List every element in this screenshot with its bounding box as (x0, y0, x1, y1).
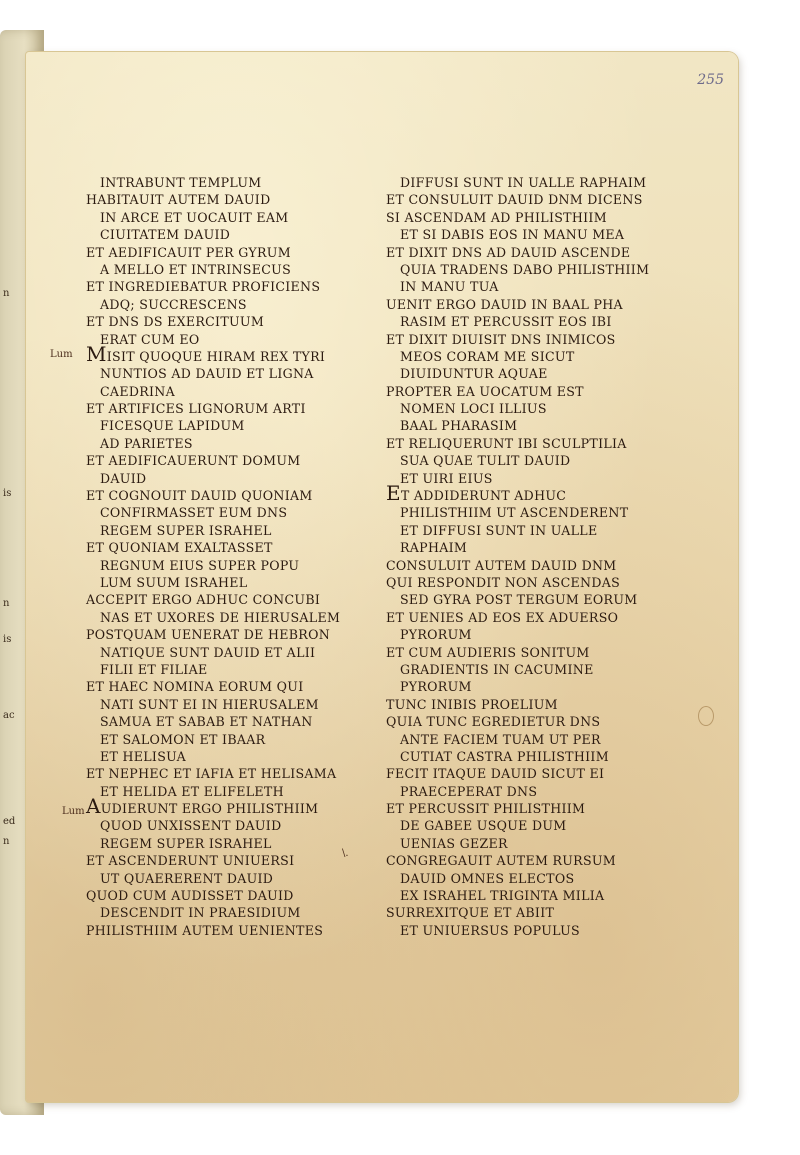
text-line: ET SI DABIS EOS IN MANU MEA (400, 227, 625, 243)
text-line: ET UNIUERSUS POPULUS (400, 922, 580, 938)
text-line: ET AEDIFICAUERUNT DOMUM (86, 453, 301, 469)
text-line: PHILISTHIIM AUTEM UENIENTES (86, 922, 324, 938)
text-line: A MELLO ET INTRINSECUS (100, 261, 292, 277)
text-line: REGNUM EIUS SUPER POPU (100, 557, 300, 573)
text-line: SED GYRA POST TERGUM EORUM (400, 592, 638, 608)
text-line: FICESQUE LAPIDUM (100, 418, 245, 434)
text-line: AD PARIETES (100, 435, 193, 451)
text-line: ERAT CUM EO (100, 331, 200, 347)
text-line: DESCENDIT IN PRAESIDIUM (100, 905, 301, 921)
text-line: ET DIXIT DIUISIT DNS INIMICOS (386, 331, 616, 347)
text-line: POSTQUAM UENERAT DE HEBRON (86, 627, 331, 643)
text-line: SUA QUAE TULIT DAUID (400, 453, 571, 469)
text-line: CONFIRMASSET EUM DNS (100, 505, 288, 521)
text-line: QUOD UNXISSENT DAUID (100, 818, 282, 834)
text-line: DIFFUSI SUNT IN UALLE RAPHAIM (400, 175, 647, 190)
folio-number: 255 (697, 72, 724, 88)
text-line: ET HELISUA (100, 748, 187, 764)
text-line: QUOD CUM AUDISSET DAUID (86, 888, 294, 904)
text-line: ET ADDIDERUNT ADHUC (386, 481, 567, 506)
text-line: ET HAEC NOMINA EORUM QUI (86, 679, 304, 695)
margin-note: Lum (62, 806, 85, 817)
text-line: MEOS CORAM ME SICUT (400, 348, 575, 364)
text-line: REGEM SUPER ISRAHEL (100, 835, 272, 851)
text-line: PROPTER EA UOCATUM EST (386, 383, 584, 399)
edge-mark: n (3, 288, 10, 299)
text-line: SAMUA ET SABAB ET NATHAN (100, 714, 313, 730)
text-line: PYRORUM (400, 627, 472, 643)
text-line: ET COGNOUIT DAUID QUONIAM (86, 488, 313, 504)
edge-mark: n (3, 836, 10, 847)
text-line: QUIA TRADENS DABO PHILISTHIIM (400, 261, 650, 277)
text-line: HABITAUIT AUTEM DAUID (86, 192, 271, 208)
text-line: NUNTIOS AD DAUID ET LIGNA (100, 366, 314, 382)
text-line: ET UENIES AD EOS EX ADUERSO (386, 609, 619, 625)
text-line: EX ISRAHEL TRIGINTA MILIA (400, 888, 605, 904)
text-line: UENIT ERGO DAUID IN BAAL PHA (386, 296, 623, 312)
text-line: FECIT ITAQUE DAUID SICUT EI (386, 766, 605, 782)
text-line: ACCEPIT ERGO ADHUC CONCUBI (86, 592, 321, 608)
text-line: DAUID OMNES ELECTOS (400, 870, 575, 886)
text-line: RASIM ET PERCUSSIT EOS IBI (400, 314, 612, 330)
parchment-hole (698, 706, 714, 726)
text-line: ET INGREDIEBATUR PROFICIENS (86, 279, 321, 295)
edge-mark: ed (3, 816, 16, 827)
text-line: LUM SUUM ISRAHEL (100, 574, 248, 590)
text-line: ET DNS DS EXERCITUUM (86, 314, 265, 330)
text-line: ET CUM AUDIERIS SONITUM (386, 644, 590, 660)
text-line: ET UIRI EIUS (400, 470, 493, 486)
text-line: CAEDRINA (100, 383, 175, 399)
text-line: REGEM SUPER ISRAHEL (100, 522, 272, 538)
text-line: ANTE FACIEM TUAM UT PER (400, 731, 601, 747)
text-line: DIUIDUNTUR AQUAE (400, 366, 548, 382)
edge-mark: is (3, 634, 12, 645)
edge-mark: is (3, 488, 12, 499)
text-line: NATI SUNT EI IN HIERUSALEM (100, 696, 319, 712)
text-line: ET AEDIFICAUIT PER GYRUM (86, 244, 291, 260)
text-line: IN ARCE ET UOCAUIT EAM (100, 209, 289, 225)
text-line: NOMEN LOCI ILLIUS (400, 401, 547, 417)
text-line: INTRABUNT TEMPLUM (100, 175, 262, 190)
text-line: ET DIXIT DNS AD DAUID ASCENDE (386, 244, 631, 260)
text-line: ET PERCUSSIT PHILISTHIIM (386, 801, 586, 817)
text-line: DAUID (100, 470, 147, 486)
text-line: IN MANU TUA (400, 279, 499, 295)
text-line: PYRORUM (400, 679, 472, 695)
margin-note: \. (342, 848, 349, 859)
edge-mark: ac (3, 710, 15, 721)
manuscript-page (26, 52, 738, 1102)
text-line: SI ASCENDAM AD PHILISTHIIM (386, 209, 607, 225)
text-line: QUIA TUNC EGREDIETUR DNS (386, 714, 601, 730)
text-line: ET QUONIAM EXALTASSET (86, 540, 273, 556)
text-line: TUNC INIBIS PROELIUM (386, 696, 558, 712)
text-line: FILII ET FILIAE (100, 661, 208, 677)
text-line: RAPHAIM (400, 540, 468, 556)
text-line: PRAECEPERAT DNS (400, 783, 538, 799)
text-line: DE GABEE USQUE DUM (400, 818, 567, 834)
text-line: MISIT QUOQUE HIRAM REX TYRI (86, 341, 326, 366)
text-line: GRADIENTIS IN CACUMINE (400, 661, 594, 677)
text-line: QUI RESPONDIT NON ASCENDAS (386, 574, 621, 590)
left-text-column (86, 174, 406, 939)
text-line: ET ASCENDERUNT UNIUERSI (86, 853, 295, 869)
text-line: AUDIERUNT ERGO PHILISTHIIM (86, 794, 319, 819)
text-line: CONSULUIT AUTEM DAUID DNM (386, 557, 617, 573)
text-line: ET HELIDA ET ELIFELETH (100, 783, 284, 799)
margin-note: Lum (50, 349, 73, 360)
text-line: BAAL PHARASIM (400, 418, 518, 434)
text-line: ET SALOMON ET IBAAR (100, 731, 266, 747)
text-line: SURREXITQUE ET ABIIT (386, 905, 555, 921)
text-line: UENIAS GEZER (400, 835, 508, 851)
text-line: CIUITATEM DAUID (100, 227, 231, 243)
text-line: CUTIAT CASTRA PHILISTHIIM (400, 748, 609, 764)
text-line: ET DIFFUSI SUNT IN UALLE (400, 522, 598, 538)
text-line: ADQ; SUCCRESCENS (100, 296, 247, 312)
edge-mark: n (3, 598, 10, 609)
text-line: ET NEPHEC ET IAFIA ET HELISAMA (86, 766, 337, 782)
text-line: CONGREGAUIT AUTEM RURSUM (386, 853, 616, 869)
text-line: UT QUAERERENT DAUID (100, 870, 274, 886)
text-line: ET RELIQUERUNT IBI SCULPTILIA (386, 435, 627, 451)
text-line: PHILISTHIIM UT ASCENDERENT (400, 505, 629, 521)
text-line: NAS ET UXORES DE HIERUSALEM (100, 609, 341, 625)
text-line: ET CONSULUIT DAUID DNM DICENS (386, 192, 643, 208)
right-text-column (386, 174, 706, 939)
text-line: ET ARTIFICES LIGNORUM ARTI (86, 401, 306, 417)
text-line: NATIQUE SUNT DAUID ET ALII (100, 644, 316, 660)
